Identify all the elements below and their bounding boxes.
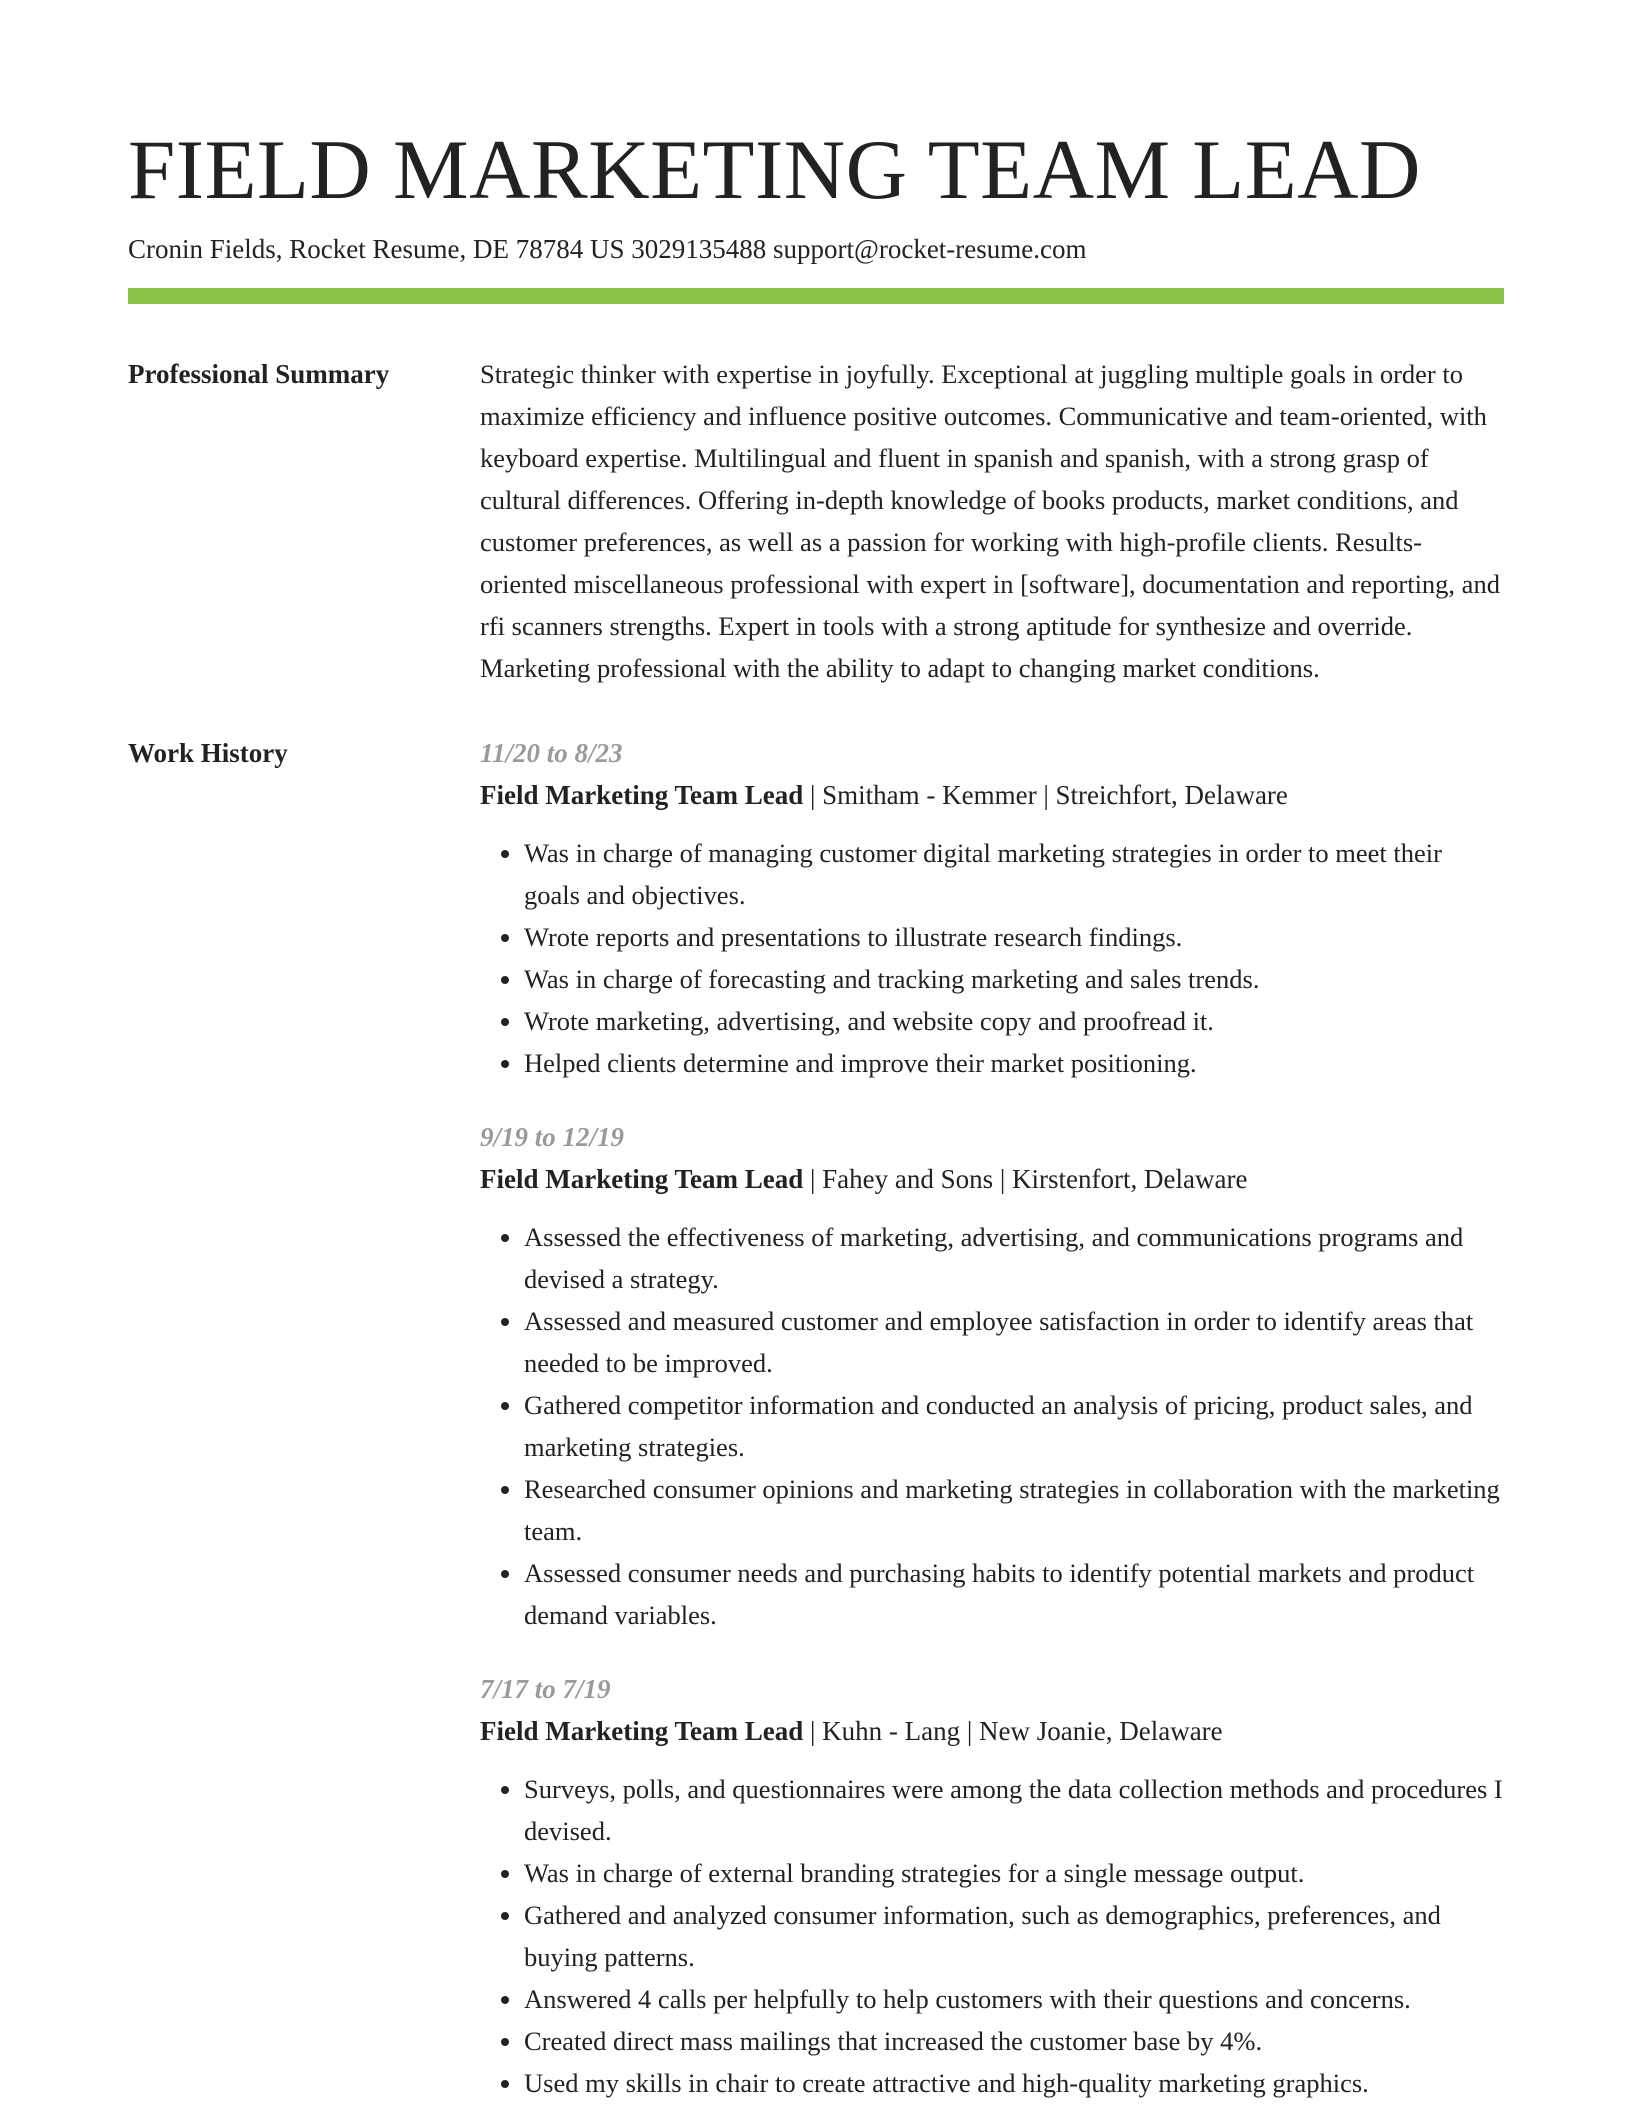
resume-title: FIELD MARKETING TEAM LEAD [128,123,1421,217]
job-role-line [480,1710,1504,1752]
resume-page [128,0,1504,2104]
job-bullet: • Gathered competitor information and conducted an analysis of pricing, product sales, and marketing strategies. [524,1384,1504,1468]
job-bullets [480,1216,1504,1636]
job-bullet: • Created direct mass mailings that increased the customer base by 4%. [524,2020,1504,2062]
job-bullet: • Gathered and analyzed consumer information, such as demographics, preferences, and buying patterns. [524,1894,1504,1978]
job-bullet: • Was in charge of managing customer digital marketing strategies in order to meet their goals and objectives. [524,832,1504,916]
job-bullets [480,1768,1504,2104]
job-title: Field Marketing Team Lead [480,1164,804,1194]
job-bullet: • Helped clients determine and improve their market positioning. [524,1042,1504,1084]
job-details: | Smitham - Kemmer | Streichfort, Delaware [803,780,1288,810]
accent-divider [128,288,1504,304]
job-bullet: • Assessed and measured customer and employee satisfaction in order to identify areas that needed to be improved. [524,1300,1504,1384]
job-bullet: • Assessed consumer needs and purchasing habits to identify potential markets and product demand variables. [524,1552,1504,1636]
job-dates: 11/20 to 8/23 [480,738,623,768]
summary-label: Professional Summary [128,359,390,389]
job-details: | Kuhn - Lang | New Joanie, Delaware [803,1716,1223,1746]
job-bullet: • Was in charge of forecasting and tracking marketing and sales trends. [524,958,1504,1000]
job-bullet: • Wrote reports and presentations to illustrate research findings. [524,916,1504,958]
job-details: | Fahey and Sons | Kirstenfort, Delaware [803,1164,1248,1194]
job-bullet: • Was in charge of external branding strategies for a single message output. [524,1852,1504,1894]
job-role-line [480,1158,1504,1200]
contact-phone: 3029135488 [631,234,767,264]
contact-address: Cronin Fields, Rocket Resume, DE 78784 US [128,234,625,264]
job-entry [480,1116,1504,1636]
job-dates: 7/17 to 7/19 [480,1674,611,1704]
job-entry [480,1668,1504,2104]
job-bullet: • Used my skills in chair to create attractive and high-quality marketing graphics. [524,2062,1504,2104]
job-title: Field Marketing Team Lead [480,1716,804,1746]
job-bullet: • Surveys, polls, and questionnaires were among the data collection methods and procedures I devised. [524,1768,1504,1852]
job-bullet: • Answered 4 calls per helpfully to help customers with their questions and concerns. [524,1978,1504,2020]
job-role-line [480,774,1504,816]
contact-line [128,232,1504,266]
contact-email: support@rocket-resume.com [772,234,1087,264]
job-bullet: • Wrote marketing, advertising, and website copy and proofread it. [524,1000,1504,1042]
job-title: Field Marketing Team Lead [480,780,804,810]
job-bullets [480,832,1504,1084]
work-history-list [480,732,1504,2104]
work-history-label: Work History [128,738,288,768]
job-bullet: • Researched consumer opinions and marketing strategies in collaboration with the marketing team. [524,1468,1504,1552]
summary-text: Strategic thinker with expertise in joyfully. Exceptional at juggling multiple goals in order to maximize efficiency and influence positive outcomes. Communicative and team-oriented, with keyboard expertise. Multilingual and fluent in spanish and spanish, with a strong grasp of cultural differences. Offering in-depth knowledge of books products, market conditions, and customer preferences, as well as a passion for working with high-profile clients. Results-oriented miscellaneous professional with expert in [software], documentation and reporting, and rfi scanners strengths. Expert in tools with a strong aptitude for synthesize and override. Marketing professional with the ability to adapt to changing market conditions. [480,359,1500,683]
summary-section [128,353,1504,689]
job-bullet: • Assessed the effectiveness of marketing, advertising, and communications programs and devised a strategy. [524,1216,1504,1300]
job-entry [480,732,1504,1084]
work-history-section [128,732,1504,2104]
job-dates: 9/19 to 12/19 [480,1122,625,1152]
